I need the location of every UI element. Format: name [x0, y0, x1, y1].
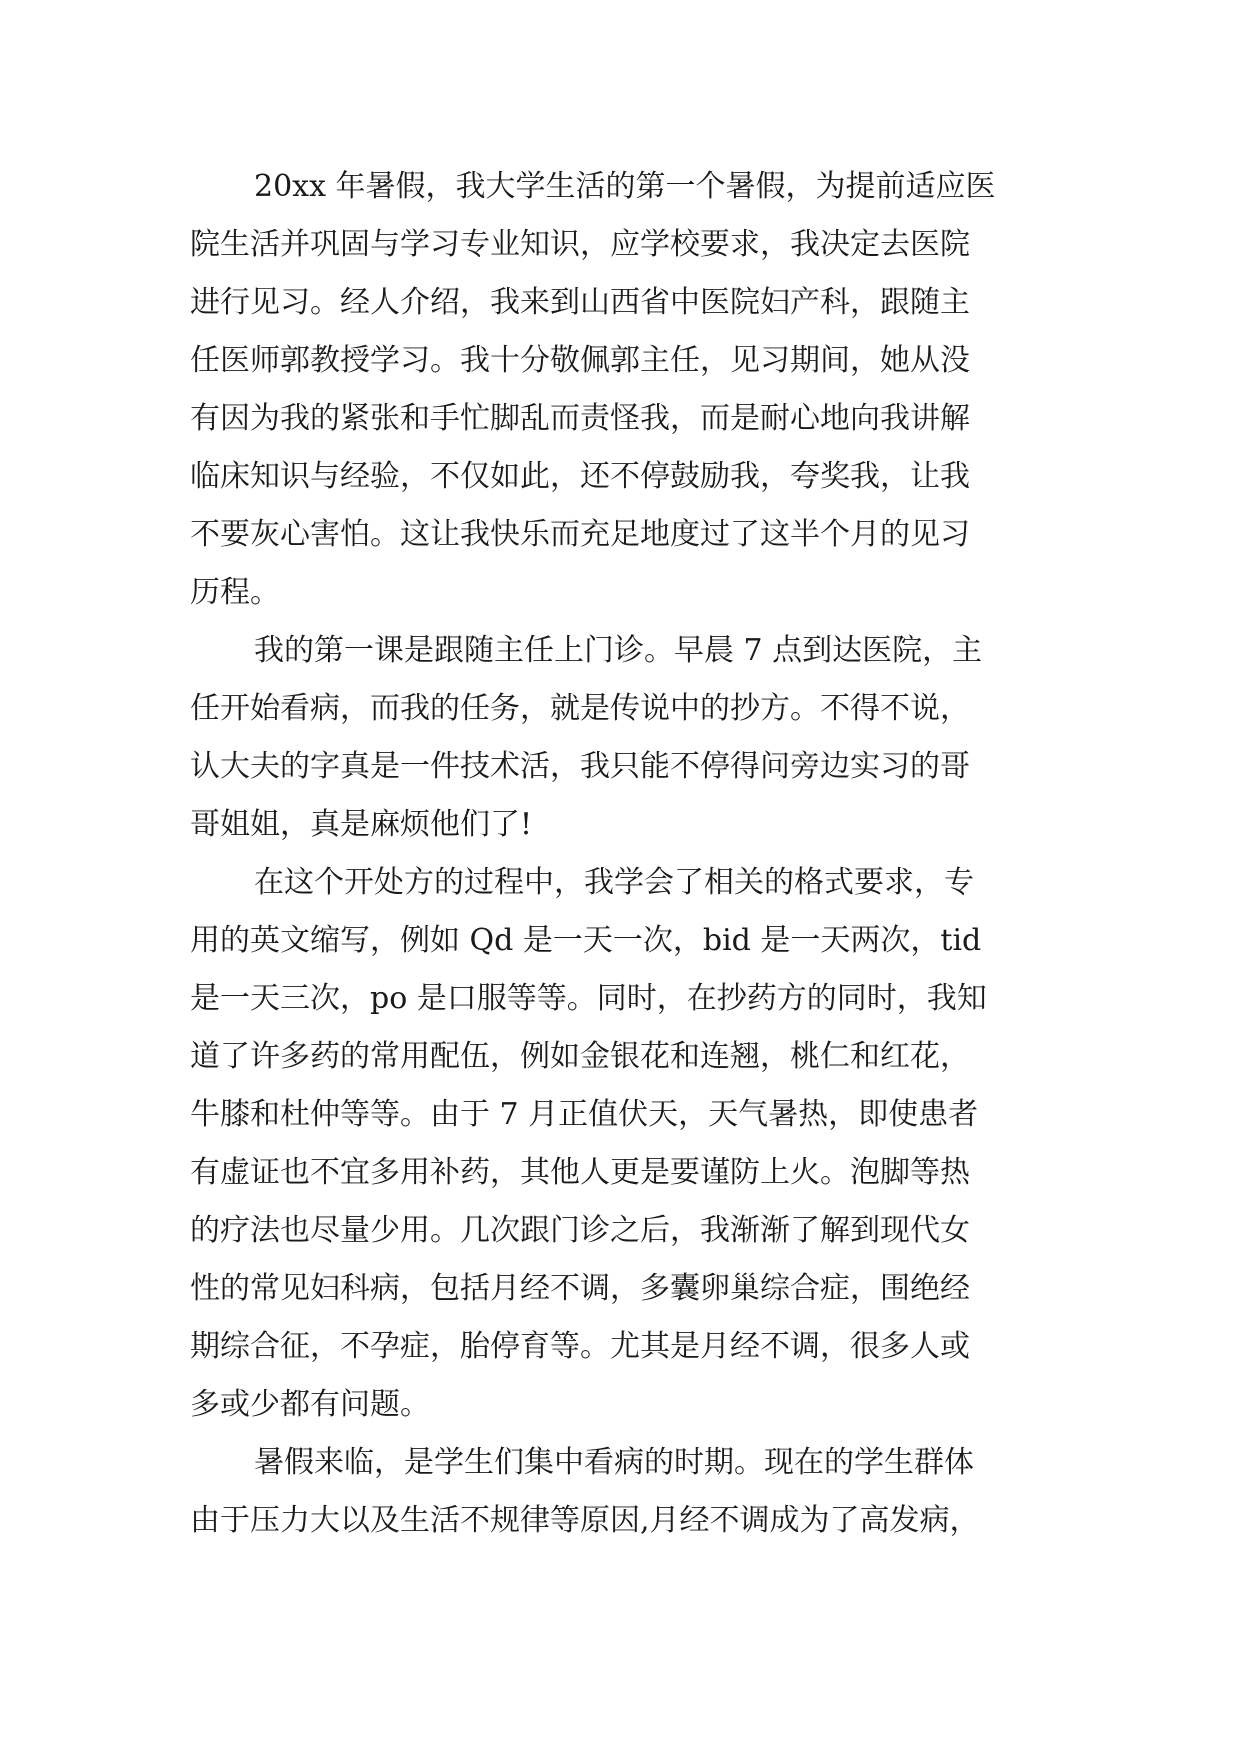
- text-line: 多或少都有问题。: [190, 1387, 430, 1422]
- text-line: 期综合征，不孕症，胎停育等。尤其是月经不调，很多人或: [190, 1329, 970, 1364]
- text-line: 临床知识与经验，不仅如此，还不停鼓励我，夸奖我，让我: [190, 459, 970, 494]
- text-line: 哥姐姐，真是麻烦他们了!: [190, 807, 533, 842]
- text-line: 任开始看病，而我的任务，就是传说中的抄方。不得不说，: [190, 691, 970, 726]
- paragraph: [190, 158, 1070, 622]
- text-line: 历程。: [190, 575, 280, 610]
- text-line: 在这个开处方的过程中，我学会了相关的格式要求，专: [254, 865, 974, 900]
- text-line: 不要灰心害怕。这让我快乐而充足地度过了这半个月的见习: [190, 517, 970, 552]
- text-line: 有虚证也不宜多用补药，其他人更是要谨防上火。泡脚等热: [190, 1155, 970, 1190]
- text-line: 暑假来临，是学生们集中看病的时期。现在的学生群体: [254, 1445, 974, 1480]
- text-line: 用的英文缩写，例如 Qd 是一天一次，bid 是一天两次，tid: [190, 923, 982, 958]
- text-line: 由于压力大以及生活不规律等原因,月经不调成为了高发病，: [190, 1503, 980, 1538]
- document-body: [190, 158, 1070, 1550]
- text-line: 有因为我的紧张和手忙脚乱而责怪我，而是耐心地向我讲解: [190, 401, 970, 436]
- text-line: 我的第一课是跟随主任上门诊。早晨 7 点到达医院，主: [254, 633, 983, 668]
- text-line: 牛膝和杜仲等等。由于 7 月正值伏天，天气暑热，即使患者: [190, 1097, 979, 1132]
- paragraph: [190, 1434, 1070, 1550]
- paragraph: [190, 622, 1070, 854]
- text-line: 进行见习。经人介绍，我来到山西省中医院妇产科，跟随主: [190, 285, 970, 320]
- paragraph: [190, 854, 1070, 1434]
- text-line: 性的常见妇科病，包括月经不调，多囊卵巢综合症，围绝经: [190, 1271, 970, 1306]
- text-line: 是一天三次，po 是口服等等。同时，在抄药方的同时，我知: [190, 981, 987, 1016]
- text-line: 的疗法也尽量少用。几次跟门诊之后，我渐渐了解到现代女: [190, 1213, 970, 1248]
- text-line: 任医师郭教授学习。我十分敬佩郭主任，见习期间，她从没: [190, 343, 970, 378]
- text-line: 院生活并巩固与学习专业知识，应学校要求，我决定去医院: [190, 227, 970, 262]
- text-line: 道了许多药的常用配伍，例如金银花和连翘，桃仁和红花，: [190, 1039, 970, 1074]
- text-line: 认大夫的字真是一件技术活，我只能不停得问旁边实习的哥: [190, 749, 970, 784]
- text-line: 20xx 年暑假，我大学生活的第一个暑假，为提前适应医: [254, 169, 996, 204]
